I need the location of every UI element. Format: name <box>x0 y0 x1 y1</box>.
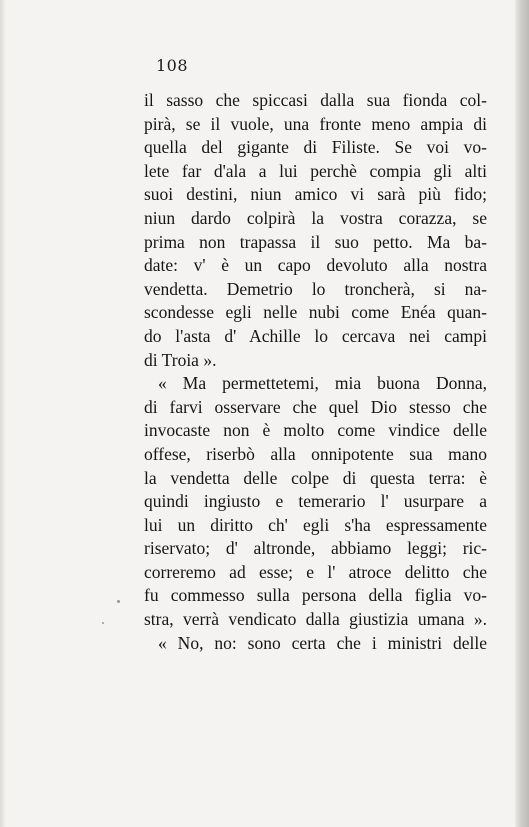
body-text <box>144 89 487 655</box>
text-line: niun dardo colpirà la vostra corazza, se <box>144 207 487 228</box>
text-line: di farvi osservare che quel Dio stesso che <box>144 396 487 417</box>
page-number: 108 <box>156 56 189 75</box>
paper-speck <box>117 600 120 603</box>
text-line: scondesse egli nelle nubi come Enéa quan- <box>144 302 487 323</box>
text-line: pirà, se il vuole, una fronte meno ampia di <box>144 113 487 134</box>
text-line: quindi ingiusto e temerario l' usurpare a <box>144 491 487 512</box>
book-spine-shadow <box>515 0 529 827</box>
text-line: fu commesso sulla persona della figlia vo- <box>144 585 487 606</box>
text-line: do l'asta d' Achille lo cercava nei campi <box>144 325 487 346</box>
text-line: riservato; d' altronde, abbiamo leggi; ric- <box>144 538 487 559</box>
text-line: di Troia ». <box>144 349 217 370</box>
page-left-edge <box>0 0 6 827</box>
text-line: stra, verrà vendicato dalla giustizia umana ». <box>144 609 487 630</box>
text-line: vendetta. Demetrio lo troncherà, si na- <box>144 278 487 299</box>
text-line: quella del gigante di Filiste. Se voi vo- <box>144 137 487 158</box>
text-line: suoi destini, niun amico vi sarà più fido; <box>144 184 487 205</box>
text-line: correremo ad esse; e l' atroce delitto che <box>144 561 487 582</box>
text-line: date: v' è un capo devoluto alla nostra <box>144 255 487 276</box>
text-line: il sasso che spiccasi dalla sua fionda col- <box>144 90 487 110</box>
text-line: offese, riserbò alla onnipotente sua mano <box>144 443 487 464</box>
text-line: lete far d'ala a lui perchè compia gli alti <box>144 160 487 181</box>
text-line: invocaste non è molto come vindice delle <box>144 420 487 441</box>
paper-speck <box>102 622 104 624</box>
text-line: la vendetta delle colpe di questa terra: è <box>144 467 487 488</box>
text-line: prima non trapassa il suo petto. Ma ba- <box>144 231 487 252</box>
text-line: « Ma permettetemi, mia buona Donna, <box>158 373 487 394</box>
text-line: lui un diritto ch' egli s'ha espressamente <box>144 514 487 535</box>
text-line: « No, no: sono certa che i ministri delle <box>158 632 487 653</box>
